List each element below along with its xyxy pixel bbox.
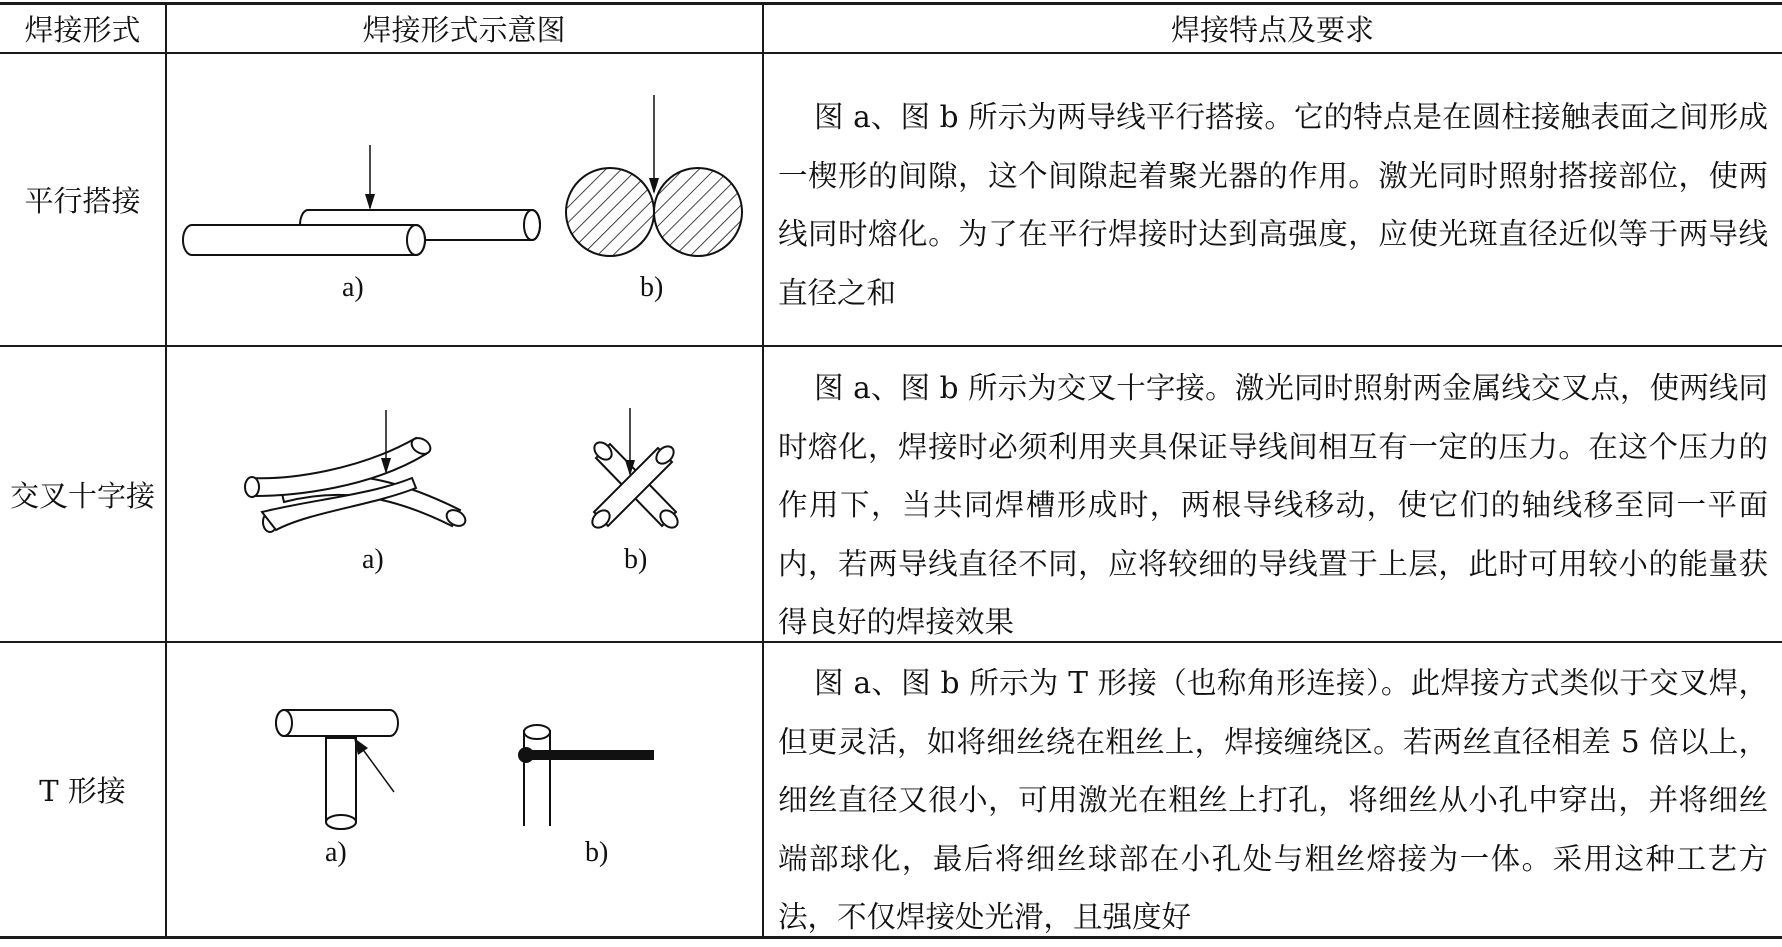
row-divider-1 [0,345,1782,347]
header-diagram: 焊接形式示意图 [362,13,566,47]
cross-joint-diagram-a [240,410,500,540]
row2-label-a: a) [362,544,384,575]
row3-label-b: b) [585,837,609,868]
row-form-label: 交叉十字接 [9,478,155,513]
row-description: 图 a、图 b 所示为 T 形接（也称角形连接）。此焊接方式类似于交叉焊，但更灵活，如将细丝绕在粗丝上，焊接缠绕区。若两丝直径相差 5 倍以上，细丝直径又很小，可用激光在粗丝上打孔，将细丝从小孔中穿出，并将细丝端部球化，最后将细丝球部在小孔处与粗丝熔接为一体。采用这种工艺方法，不仅焊接处光滑，且强度好 [778,666,1768,934]
row2-label-b: b) [624,544,648,575]
header-rule [0,52,1782,54]
row1-label-b: b) [640,272,664,303]
cross-joint-diagram-b [580,408,690,538]
row-description: 图 a、图 b 所示为两导线平行搭接。它的特点是在圆柱接触表面之间形成一楔形的间隙，这个间隙起着聚光器的作用。激光同时照射搭接部位，使两线同时熔化。为了在平行焊接时达到高强度，应使光斑直径近似等于两导线直径之和 [778,100,1768,310]
header-features: 焊接特点及要求 [1170,13,1374,47]
t-joint-diagram-b [510,720,660,830]
row1-label-a: a) [342,272,364,303]
column-divider-2 [762,3,764,938]
t-joint-diagram-a [260,700,440,840]
header-form: 焊接形式 [24,13,141,47]
parallel-lap-diagram-a [180,90,550,290]
row-form-label: T 形接 [39,774,126,808]
column-divider-1 [165,3,167,938]
parallel-lap-diagram-b [560,90,750,270]
row3-label-a: a) [325,837,347,868]
row-form-label: 平行搭接 [24,184,141,218]
row-description: 图 a、图 b 所示为交叉十字接。激光同时照射两金属线交叉点，使两线同时熔化，焊接时必须利用夹具保证导线间相互有一定的压力。在这个压力的作用下，当共同焊槽形成时，两根导线移动，使它们的轴线移至同一平面内，若两导线直径不同，应将较细的导线置于上层，此时可用较小的能量获得良好的焊接效果 [778,371,1768,639]
